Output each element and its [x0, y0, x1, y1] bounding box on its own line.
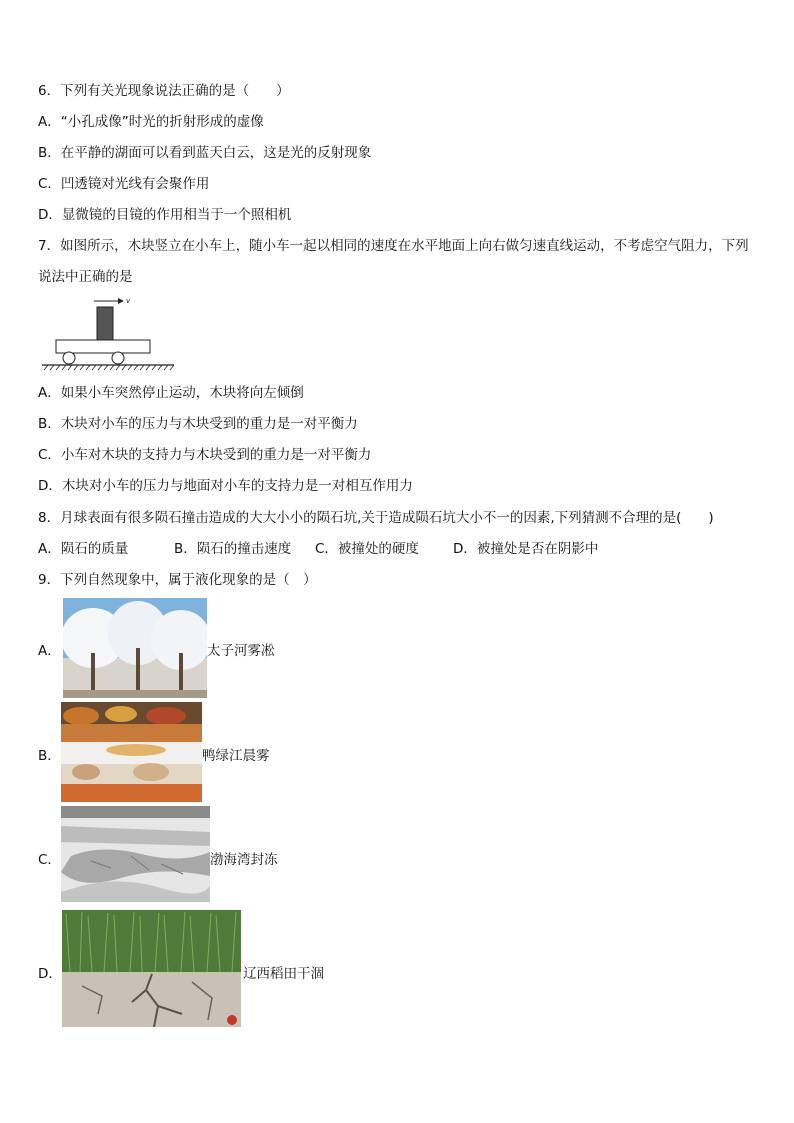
q9-option-c	[38, 806, 338, 902]
frozen-bay-photo	[61, 806, 210, 902]
cart-wheel-left	[63, 352, 75, 364]
q9-option-b-caption: 鸭绿江晨雾	[202, 748, 270, 764]
q8-options-row	[38, 540, 598, 558]
q6-stem: 6．下列有关光现象说法正确的是（ ）	[38, 83, 290, 99]
q9-option-d-caption: 辽西稻田干涸	[243, 966, 324, 982]
q7-figure-cart	[42, 295, 182, 375]
q7-stem: 7．如图所示，木块竖立在小车上，随小车一起以相同的速度在水平地面上向右做匀速直线运动，不考虑空气阻力，下列说法中正确的是	[38, 238, 749, 285]
q9-option-d	[38, 910, 358, 1028]
q9-option-d-letter: D．	[38, 966, 62, 982]
q9-option-c-caption: 渤海湾封冻	[210, 852, 278, 868]
q7-option-d: D．木块对小车的压力与地面对小车的支持力是一对相互作用力	[38, 478, 413, 494]
q9-stem: 9．下列自然现象中，属于液化现象的是（ ）	[38, 572, 317, 588]
q8-option-a: A．陨石的质量	[38, 541, 129, 557]
q6-option-a: A．“小孔成像”时光的折射形成的虚像	[38, 114, 264, 130]
q8-option-b: B．陨石的撞击速度	[174, 541, 292, 557]
q7-option-c: C．小车对木块的支持力与木块受到的重力是一对平衡力	[38, 447, 372, 463]
q9-option-a-caption: 太子河雾凇	[207, 643, 275, 659]
dried-field-photo	[62, 910, 241, 1027]
q7-option-b: B．木块对小车的压力与木块受到的重力是一对平衡力	[38, 416, 358, 432]
cart-wheel-right	[112, 352, 124, 364]
seal-icon	[227, 1015, 237, 1025]
q6-option-c: C．凹透镜对光线有会聚作用	[38, 176, 210, 192]
q6-option-b: B．在平静的湖面可以看到蓝天白云，这是光的反射现象	[38, 145, 372, 161]
cart-body	[56, 340, 150, 353]
wooden-block	[97, 307, 113, 340]
velocity-label: v	[126, 297, 131, 305]
q9-option-c-letter: C．	[38, 852, 61, 868]
q9-option-a-letter: A．	[38, 643, 61, 659]
q8-option-c: C．被撞处的硬度	[315, 541, 419, 557]
q9-option-b-letter: B．	[38, 748, 61, 764]
velocity-arrow-icon	[94, 298, 124, 304]
rime-photo	[63, 598, 207, 698]
q8-stem: 8．月球表面有很多陨石撞击造成的大大小小的陨石坑,关于造成陨石坑大小不一的因素,下列猜测不合理的是( )	[38, 510, 714, 526]
q8-option-d: D．被撞处是否在阴影中	[453, 541, 599, 557]
q7-option-a: A．如果小车突然停止运动，木块将向左倾倒	[38, 385, 304, 401]
q9-option-b	[38, 702, 338, 802]
q6-option-d: D．显微镜的目镜的作用相当于一个照相机	[38, 207, 292, 223]
fog-photo	[61, 702, 202, 802]
ground-hatching	[44, 365, 174, 370]
q9-option-a	[38, 598, 338, 698]
